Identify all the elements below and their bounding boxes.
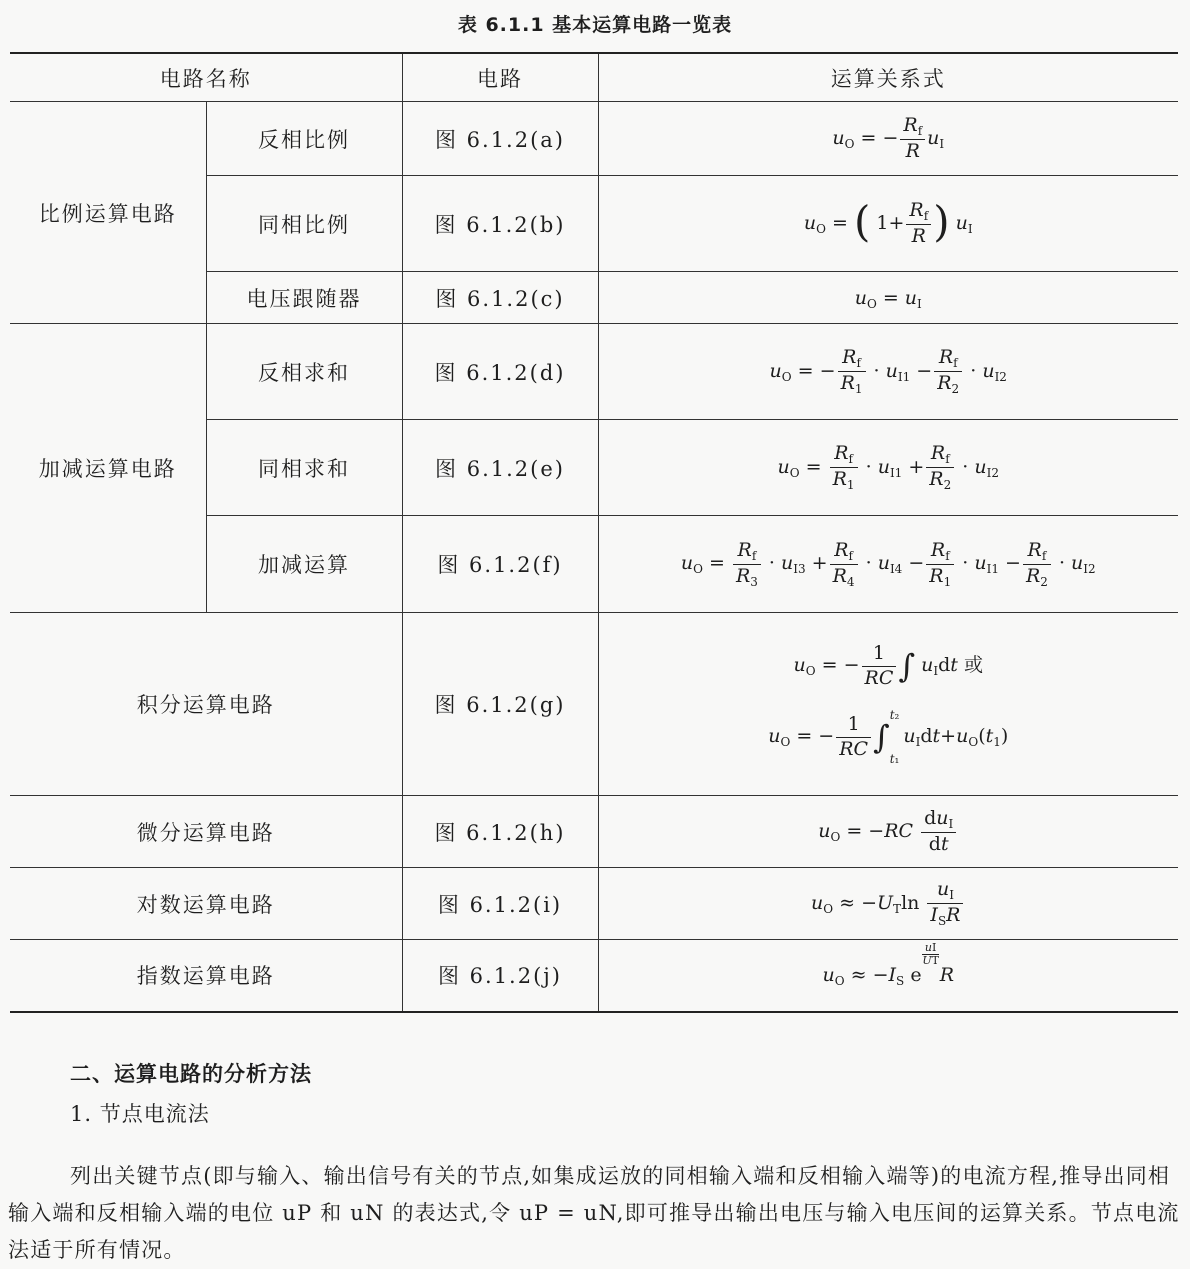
row-circuit-ref: 图 6.1.2(f) <box>402 516 598 613</box>
row-sub-name: 反相求和 <box>206 324 402 420</box>
body-paragraph: 列出关键节点(即与输入、输出信号有关的节点,如集成运放的同相输入端和反相输入端等)的电流方程,推导出同相输入端和反相输入端的电位 uP 和 uN 的表达式,令 uP = uN,即可推导出输出电压与输入电压间的运算关系。节点电流法适于所有情况。 <box>8 1164 1180 1262</box>
formula-noninverting: $u_O$ = ( 1+ $\frac{R_f}{R}$ ) $u_I$ <box>598 176 1178 272</box>
row-sub-name: 反相比例 <box>206 102 402 176</box>
table-caption: 表 6.1.1 基本运算电路一览表 <box>457 14 733 36</box>
section-title: 二、运算电路的分析方法 <box>70 1062 312 1086</box>
row-circuit-ref: 图 6.1.2(i) <box>402 868 598 940</box>
table-row <box>10 324 1178 420</box>
table-row <box>10 102 1178 176</box>
row-circuit-ref: 图 6.1.2(j) <box>402 940 598 1012</box>
operation-circuit-table <box>10 52 1178 1013</box>
table-row <box>10 796 1178 868</box>
formula-integral: $u_O$ = − $\frac{1}{RC}$ ∫ $u_Idt$ 或 $u_O$ = − $\frac{1}{RC}$ ∫ t₂ t₁ $u_Idt+u_O(t_1)$ <box>598 613 1178 796</box>
row-sub-name: 电压跟随器 <box>206 272 402 324</box>
formula-differential: $u_O = -RC$ $du_I$ dt <box>598 796 1178 868</box>
formula-follower: $u_O = u_I$ <box>598 272 1178 324</box>
row-circuit-ref: 图 6.1.2(g) <box>402 613 598 796</box>
formula-or-text: 或 <box>963 654 983 676</box>
table-row <box>10 940 1178 1012</box>
row-circuit-ref: 图 6.1.2(e) <box>402 420 598 516</box>
group-differential: 微分运算电路 <box>10 796 402 868</box>
row-circuit-ref: 图 6.1.2(a) <box>402 102 598 176</box>
table-row <box>10 868 1178 940</box>
group-exp: 指数运算电路 <box>10 940 402 1012</box>
header-circuit: 电路 <box>402 53 598 102</box>
group-integral: 积分运算电路 <box>10 613 402 796</box>
table-header-row <box>10 53 1178 102</box>
row-sub-name: 加减运算 <box>206 516 402 613</box>
group-log: 对数运算电路 <box>10 868 402 940</box>
formula-noninverting-sum: $u_O$ = $\frac{R_f}{R_1}$ · $u_{I1}$ + $\frac{R_f}{R_2}$ · $u_{I2}$ <box>598 420 1178 516</box>
row-circuit-ref: 图 6.1.2(h) <box>402 796 598 868</box>
row-circuit-ref: 图 6.1.2(c) <box>402 272 598 324</box>
subsection-title: 1. 节点电流法 <box>70 1102 210 1126</box>
header-circuit-name: 电路名称 <box>10 53 402 102</box>
row-circuit-ref: 图 6.1.2(d) <box>402 324 598 420</box>
formula-add-subtract: $u_O$ = $\frac{R_f}{R_3}$ · $u_{I3}$ + $\frac{R_f}{R_4}$ · $u_{I4}$ − $\frac{R_f}{R_1}$ · $u_{I1}$ − $\frac{R_f}{R_2}$ · $u_{I2}$ <box>598 516 1178 613</box>
formula-inverting-sum: $u_O$ = − $\frac{R_f}{R_1}$ · $u_{I1}$ − $\frac{R_f}{R_2}$ · $u_{I2}$ <box>598 324 1178 420</box>
row-sub-name: 同相求和 <box>206 420 402 516</box>
header-formula: 运算关系式 <box>598 53 1178 102</box>
formula-log: $u_O \approx -U_T\ln$ $u_I$ $I_SR$ <box>598 868 1178 940</box>
table-row <box>10 613 1178 796</box>
group-addsub: 加减运算电路 <box>10 324 206 613</box>
row-sub-name: 同相比例 <box>206 176 402 272</box>
formula-inverting: $u_O$ = − $\frac{R_f}{R}$ $u_I$ <box>598 102 1178 176</box>
group-proportional: 比例运算电路 <box>10 102 206 324</box>
formula-exponential: $u_O \approx -I_S$ e $\frac{uI}{UT}$ R <box>598 940 1178 1012</box>
row-circuit-ref: 图 6.1.2(b) <box>402 176 598 272</box>
